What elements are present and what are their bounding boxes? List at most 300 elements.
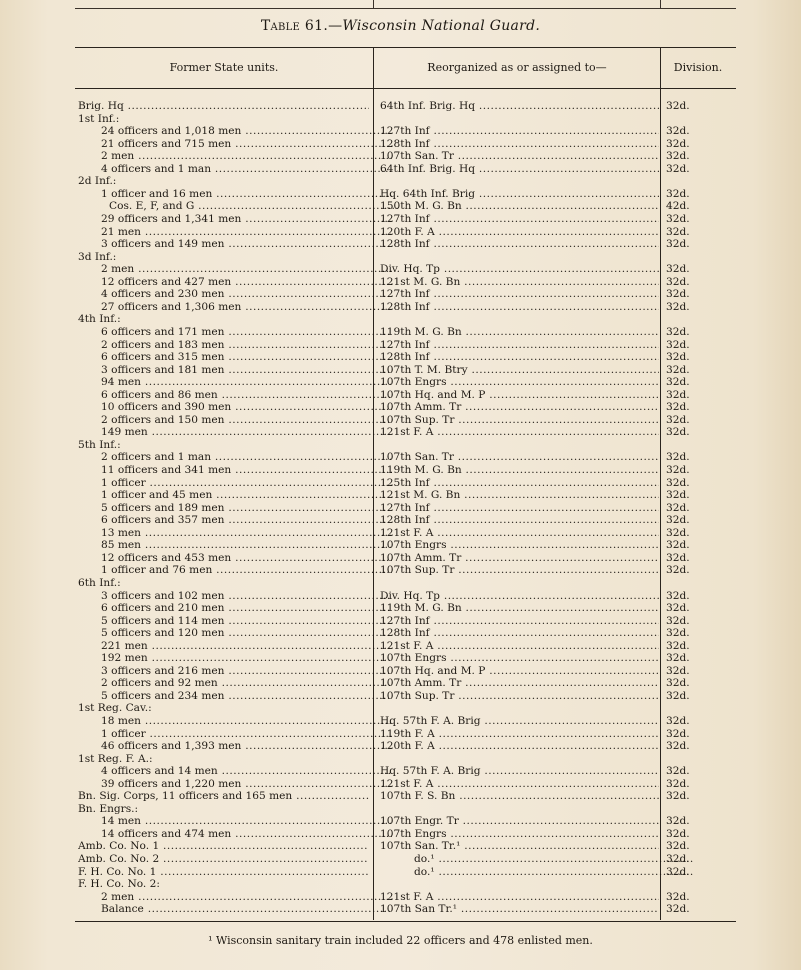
- table-row: [0, 590, 801, 602]
- former-unit-text: 14 officers and 474 men .....: [101, 828, 392, 840]
- division-cell: 32d.: [666, 363, 690, 376]
- table-row: [0, 213, 801, 225]
- division-cell: 32d.: [666, 238, 690, 251]
- former-unit-text: 13 men .....: [101, 527, 392, 539]
- table-row: [0, 903, 801, 915]
- division-cell: 32d.: [666, 777, 690, 790]
- former-unit-text: 192 men .....: [101, 652, 392, 664]
- division-cell: 32d.: [666, 263, 690, 276]
- division-cell: 32d.: [666, 652, 690, 665]
- table-row: [0, 665, 801, 677]
- former-unit-text: 4th Inf.:: [78, 313, 121, 326]
- assigned-text: 127th Inf .....: [380, 502, 659, 514]
- division-cell: 32d.: [666, 727, 690, 740]
- former-unit-text: 27 officers and 1,306 men .....: [101, 301, 392, 313]
- assigned-cell: [380, 263, 659, 275]
- assigned-text: do.¹ .....: [414, 866, 693, 878]
- table-row: [0, 740, 801, 752]
- former-unit-text: 6 officers and 210 men .....: [101, 602, 392, 614]
- table-row: [0, 439, 801, 451]
- former-unit-cell: [78, 590, 392, 602]
- table-title-dash: —: [328, 18, 343, 34]
- former-unit-cell: [78, 878, 369, 890]
- former-unit-cell: [78, 690, 392, 702]
- former-unit-cell: [78, 602, 392, 614]
- table-row: [0, 840, 801, 852]
- table-row: [0, 878, 801, 890]
- header-division: Division.: [673, 61, 723, 74]
- division-cell: 32d.: [666, 614, 690, 627]
- division-cell: 32d.: [666, 325, 690, 338]
- former-unit-text: 6 officers and 171 men .....: [101, 326, 392, 338]
- division-cell: 32d.: [666, 213, 690, 225]
- assigned-cell: [380, 602, 659, 614]
- assigned-cell: [380, 326, 659, 338]
- former-unit-text: Bn. Sig. Corps, 11 officers and 165 men .....: [78, 790, 369, 802]
- former-unit-cell: [78, 765, 392, 777]
- assigned-cell: [380, 502, 659, 514]
- former-unit-text: 21 officers and 715 men .....: [101, 138, 392, 150]
- former-unit-cell: [78, 200, 400, 212]
- assigned-cell: [380, 853, 693, 865]
- table-title: [0, 18, 801, 34]
- former-unit-text: 10 officers and 390 men .....: [101, 401, 392, 413]
- assigned-cell: [380, 514, 659, 526]
- former-unit-text: 5th Inf.:: [78, 438, 121, 451]
- assigned-cell: [380, 125, 659, 137]
- division-cell: 32d.: [666, 100, 690, 112]
- former-unit-text: 1st Reg. Cav.:: [78, 702, 152, 715]
- division-cell: 32d.: [666, 137, 690, 150]
- table-bottom-rule: [75, 921, 736, 922]
- former-unit-text: F. H. Co. No. 1 .....: [78, 866, 369, 878]
- former-unit-text: 11 officers and 341 men .....: [101, 464, 392, 476]
- assigned-text: 119th F. A .....: [380, 728, 659, 740]
- division-cell: 32d.: [666, 351, 690, 363]
- former-unit-text: 21 men .....: [101, 226, 392, 238]
- table-row: [0, 891, 801, 903]
- former-unit-text: 5 officers and 120 men .....: [101, 627, 392, 639]
- table-row: [0, 426, 801, 438]
- assigned-text: 64th Inf. Brig. Hq .....: [380, 163, 659, 175]
- table-row: [0, 715, 801, 727]
- assigned-cell: [380, 426, 659, 438]
- former-unit-text: 221 men .....: [101, 640, 392, 652]
- former-unit-text: Amb. Co. No. 1 .....: [78, 840, 369, 852]
- former-unit-cell: [78, 477, 392, 489]
- table-row: [0, 464, 801, 476]
- former-unit-text: 1st Reg. F. A.:: [78, 752, 153, 765]
- division-cell: 32d.: [666, 401, 690, 414]
- former-unit-cell: [78, 803, 369, 815]
- assigned-cell: [380, 627, 659, 639]
- table-row: [0, 200, 801, 212]
- table-row: [0, 326, 801, 338]
- assigned-cell: [380, 665, 659, 677]
- former-unit-text: 3 officers and 216 men .....: [101, 665, 392, 677]
- assigned-cell: [380, 903, 659, 915]
- division-cell: 32d.: [666, 840, 690, 853]
- assigned-text: 107th Engr. Tr .....: [380, 815, 659, 827]
- former-unit-cell: [78, 313, 369, 325]
- division-cell: 32d.: [666, 602, 690, 614]
- assigned-cell: [380, 200, 659, 212]
- division-cell: 32d.: [666, 689, 690, 702]
- table-row: [0, 150, 801, 162]
- former-unit-cell: [78, 853, 369, 865]
- division-cell: 32d.: [666, 275, 690, 288]
- former-unit-text: 1 officer and 76 men .....: [101, 564, 392, 576]
- former-unit-text: 6 officers and 86 men .....: [101, 389, 392, 401]
- former-unit-text: 94 men .....: [101, 376, 392, 388]
- assigned-cell: [380, 163, 659, 175]
- assigned-text: Div. Hq. Tp .....: [380, 263, 659, 275]
- division-cell: 32d.: [666, 589, 690, 602]
- assigned-cell: [380, 401, 659, 413]
- former-unit-text: 2 men .....: [101, 891, 392, 903]
- former-unit-text: 46 officers and 1,393 men .....: [101, 740, 392, 752]
- division-cell: 32d.: [666, 664, 690, 677]
- table-row: [0, 652, 801, 664]
- former-unit-cell: [78, 175, 369, 187]
- assigned-text: 107th Hq. and M. P .....: [380, 389, 659, 401]
- table-row: [0, 677, 801, 689]
- former-unit-text: 12 officers and 427 men .....: [101, 276, 392, 288]
- table-row: [0, 690, 801, 702]
- assigned-text: 120th F. A .....: [380, 226, 659, 238]
- assigned-cell: [380, 389, 659, 401]
- former-unit-text: 1st Inf.:: [78, 112, 120, 125]
- assigned-text: Div. Hq. Tp .....: [380, 590, 659, 602]
- assigned-text: 128th Inf .....: [380, 238, 659, 250]
- division-cell: 32d.: [666, 489, 690, 502]
- division-cell: 32d.: [666, 790, 690, 803]
- table-row: [0, 790, 801, 802]
- former-unit-cell: [78, 288, 392, 300]
- former-unit-text: 2 officers and 150 men .....: [101, 414, 392, 426]
- assigned-cell: [380, 301, 659, 313]
- header-top-rule: [75, 47, 736, 48]
- division-cell: 32d.: [666, 338, 690, 351]
- division-cell: 32d.: [666, 865, 690, 878]
- assigned-text: 121st F. A .....: [380, 640, 659, 652]
- table-row: [0, 401, 801, 413]
- former-unit-cell: [78, 640, 392, 652]
- assigned-cell: [380, 552, 659, 564]
- former-unit-cell: [78, 301, 392, 313]
- table-row: [0, 351, 801, 363]
- former-unit-text: 3d Inf.:: [78, 250, 117, 263]
- table-row: [0, 125, 801, 137]
- table-row: [0, 489, 801, 501]
- division-cell: 32d.: [666, 451, 690, 464]
- table-row: [0, 552, 801, 564]
- division-cell: 32d.: [666, 539, 690, 552]
- division-cell: 32d.: [666, 714, 690, 727]
- former-unit-text: Bn. Engrs.:: [78, 802, 139, 815]
- division-cell: 32d.: [666, 162, 690, 175]
- table-row: [0, 803, 801, 815]
- assigned-text: 121st M. G. Bn .....: [380, 276, 659, 288]
- former-unit-cell: [78, 401, 392, 413]
- assigned-cell: [380, 364, 659, 376]
- table-row: [0, 702, 801, 714]
- table-row: [0, 539, 801, 551]
- table-row: [0, 853, 801, 865]
- division-cell: 32d.: [666, 853, 690, 865]
- former-unit-cell: [78, 577, 369, 589]
- assigned-cell: [380, 150, 659, 162]
- assigned-cell: [380, 138, 659, 150]
- assigned-text: 127th Inf .....: [380, 615, 659, 627]
- table-row: [0, 564, 801, 576]
- former-unit-cell: [78, 753, 369, 765]
- division-cell: 32d.: [666, 125, 690, 138]
- former-unit-text: Brig. Hq .....: [78, 100, 369, 112]
- assigned-text: 128th Inf .....: [380, 138, 659, 150]
- former-unit-text: F. H. Co. No. 2:: [78, 878, 160, 891]
- table-row: [0, 188, 801, 200]
- assigned-cell: [380, 765, 659, 777]
- former-unit-cell: [78, 389, 392, 401]
- former-unit-text: 2d Inf.:: [78, 175, 117, 188]
- assigned-cell: [380, 351, 659, 363]
- former-unit-cell: [78, 552, 392, 564]
- table-row: [0, 502, 801, 514]
- assigned-cell: [380, 213, 659, 225]
- division-cell: 32d.: [666, 187, 690, 200]
- assigned-cell: [380, 790, 659, 802]
- assigned-text: 107th T. M. Btry .....: [380, 364, 659, 376]
- division-cell: 32d.: [666, 740, 690, 752]
- table-row: [0, 414, 801, 426]
- assigned-text: 127th Inf .....: [380, 125, 659, 137]
- division-cell: 32d.: [666, 376, 690, 389]
- table-row: [0, 113, 801, 125]
- assigned-cell: [380, 376, 659, 388]
- assigned-text: 107th San Tr.¹ .....: [380, 903, 659, 915]
- assigned-cell: [380, 489, 659, 501]
- assigned-cell: [380, 690, 659, 702]
- assigned-text: 107th Sup. Tr .....: [380, 690, 659, 702]
- division-cell: 32d.: [666, 677, 690, 690]
- table-row: [0, 765, 801, 777]
- assigned-text: 107th F. S. Bn .....: [380, 790, 659, 802]
- footnote: ¹ Wisconsin sanitary train included 22 officers and 478 enlisted men.: [208, 934, 593, 947]
- former-unit-cell: [78, 125, 392, 137]
- former-unit-cell: [78, 364, 392, 376]
- division-cell: 32d.: [666, 639, 690, 652]
- former-unit-text: 39 officers and 1,220 men .....: [101, 778, 392, 790]
- former-unit-cell: [78, 866, 369, 878]
- former-unit-cell: [78, 728, 392, 740]
- header-former-units: Former State units.: [169, 61, 279, 74]
- former-unit-cell: [78, 652, 392, 664]
- former-unit-cell: [78, 891, 392, 903]
- assigned-text: 107th San. Tr .....: [380, 451, 659, 463]
- table-title-name: Wisconsin National Guard.: [342, 18, 541, 34]
- former-unit-cell: [78, 451, 392, 463]
- former-unit-cell: [78, 539, 392, 551]
- division-cell: 32d.: [666, 765, 690, 778]
- assigned-cell: [380, 477, 659, 489]
- former-unit-text: Amb. Co. No. 2 .....: [78, 853, 369, 865]
- former-unit-cell: [78, 527, 392, 539]
- assigned-text: 128th Inf .....: [380, 514, 659, 526]
- former-unit-cell: [78, 464, 392, 476]
- table-row: [0, 263, 801, 275]
- assigned-cell: [380, 828, 659, 840]
- former-unit-cell: [78, 903, 392, 915]
- former-unit-text: 1 officer .....: [101, 728, 392, 740]
- assigned-text: 107th San. Tr .....: [380, 150, 659, 162]
- assigned-cell: [380, 615, 659, 627]
- division-cell: 32d.: [666, 388, 690, 401]
- division-cell: 32d.: [666, 300, 690, 313]
- former-unit-cell: [78, 100, 369, 112]
- former-unit-cell: [78, 702, 369, 714]
- table-row: [0, 226, 801, 238]
- assigned-text: 107th Engrs .....: [380, 828, 659, 840]
- top-tick: [373, 0, 374, 9]
- assigned-cell: [380, 276, 659, 288]
- former-unit-cell: [78, 790, 369, 802]
- division-cell: 32d.: [666, 827, 690, 840]
- table-row: [0, 276, 801, 288]
- former-unit-text: 1 officer and 45 men .....: [101, 489, 392, 501]
- division-cell: 32d.: [666, 288, 690, 301]
- former-unit-cell: [78, 188, 392, 200]
- assigned-text: 121st F. A .....: [380, 527, 659, 539]
- former-unit-cell: [78, 414, 392, 426]
- former-unit-text: 6th Inf.:: [78, 576, 121, 589]
- former-unit-text: 5 officers and 114 men .....: [101, 615, 392, 627]
- former-unit-text: 5 officers and 234 men .....: [101, 690, 392, 702]
- top-tick: [660, 0, 661, 9]
- assigned-text: 127th Inf .....: [380, 288, 659, 300]
- former-unit-cell: [78, 439, 369, 451]
- assigned-cell: [380, 866, 693, 878]
- division-cell: 32d.: [666, 476, 690, 489]
- former-unit-cell: [78, 263, 392, 275]
- assigned-cell: [380, 188, 659, 200]
- table-row: [0, 602, 801, 614]
- former-unit-cell: [78, 426, 392, 438]
- assigned-text: 107th Sup. Tr .....: [380, 564, 659, 576]
- assigned-cell: [380, 815, 659, 827]
- assigned-cell: [380, 677, 659, 689]
- division-cell: 32d.: [666, 564, 690, 577]
- assigned-cell: [380, 226, 659, 238]
- division-cell: 32d.: [666, 413, 690, 426]
- table-row: [0, 627, 801, 639]
- table-row: [0, 313, 801, 325]
- assigned-text: Hq. 64th Inf. Brig .....: [380, 188, 659, 200]
- table-row: [0, 615, 801, 627]
- division-cell: 32d.: [666, 501, 690, 514]
- assigned-text: 121st M. G. Bn .....: [380, 489, 659, 501]
- division-cell: 32d.: [666, 627, 690, 640]
- former-unit-cell: [78, 778, 392, 790]
- former-unit-cell: [78, 514, 392, 526]
- assigned-text: 64th Inf. Brig. Hq .....: [380, 100, 659, 112]
- table-row: [0, 728, 801, 740]
- former-unit-cell: [78, 113, 369, 125]
- former-unit-cell: [78, 828, 392, 840]
- former-unit-text: 3 officers and 102 men .....: [101, 590, 392, 602]
- assigned-cell: [380, 414, 659, 426]
- former-unit-text: 2 men .....: [101, 263, 392, 275]
- table-row: [0, 514, 801, 526]
- assigned-cell: [380, 891, 659, 903]
- assigned-text: 119th M. G. Bn .....: [380, 326, 659, 338]
- division-cell: 32d.: [666, 890, 690, 903]
- table-row: [0, 451, 801, 463]
- table-row: [0, 138, 801, 150]
- table-row: [0, 828, 801, 840]
- table-row: [0, 238, 801, 250]
- former-unit-text: 1 officer .....: [101, 477, 392, 489]
- assigned-cell: [380, 840, 659, 852]
- table-row: [0, 640, 801, 652]
- former-unit-cell: [78, 376, 392, 388]
- assigned-cell: [380, 728, 659, 740]
- division-cell: 32d.: [666, 551, 690, 564]
- assigned-text: 107th Engrs .....: [380, 652, 659, 664]
- assigned-cell: [380, 527, 659, 539]
- assigned-text: 127th Inf .....: [380, 213, 659, 225]
- assigned-cell: [380, 640, 659, 652]
- assigned-text: 107th Amm. Tr .....: [380, 401, 659, 413]
- table-row: [0, 301, 801, 313]
- assigned-text: 128th Inf .....: [380, 301, 659, 313]
- assigned-text: 119th M. G. Bn .....: [380, 602, 659, 614]
- table-row: [0, 100, 801, 112]
- assigned-text: do.¹ .....: [414, 853, 693, 865]
- former-unit-cell: [78, 326, 392, 338]
- division-cell: 32d.: [666, 526, 690, 539]
- table-row: [0, 339, 801, 351]
- assigned-text: 107th Engrs .....: [380, 376, 659, 388]
- table-row: [0, 163, 801, 175]
- assigned-cell: [380, 539, 659, 551]
- former-unit-text: 2 officers and 183 men .....: [101, 339, 392, 351]
- assigned-cell: [380, 715, 659, 727]
- former-unit-cell: [78, 627, 392, 639]
- division-cell: 32d.: [666, 514, 690, 527]
- former-unit-cell: [78, 815, 392, 827]
- assigned-cell: [380, 339, 659, 351]
- former-unit-cell: [78, 251, 369, 263]
- former-unit-text: 4 officers and 230 men .....: [101, 288, 392, 300]
- assigned-text: 128th Inf .....: [380, 627, 659, 639]
- assigned-cell: [380, 464, 659, 476]
- former-unit-cell: [78, 665, 392, 677]
- assigned-cell: [380, 238, 659, 250]
- former-unit-cell: [78, 740, 392, 752]
- division-cell: 32d.: [666, 225, 690, 238]
- assigned-cell: [380, 652, 659, 664]
- division-cell: 32d.: [666, 150, 690, 163]
- former-unit-text: 2 men .....: [101, 150, 392, 162]
- division-cell: 32d.: [666, 815, 690, 828]
- former-unit-cell: [78, 502, 392, 514]
- table-row: [0, 577, 801, 589]
- assigned-cell: [380, 590, 659, 602]
- assigned-text: 128th Inf .....: [380, 351, 659, 363]
- former-unit-text: 4 officers and 14 men .....: [101, 765, 392, 777]
- assigned-text: 119th M. G. Bn .....: [380, 464, 659, 476]
